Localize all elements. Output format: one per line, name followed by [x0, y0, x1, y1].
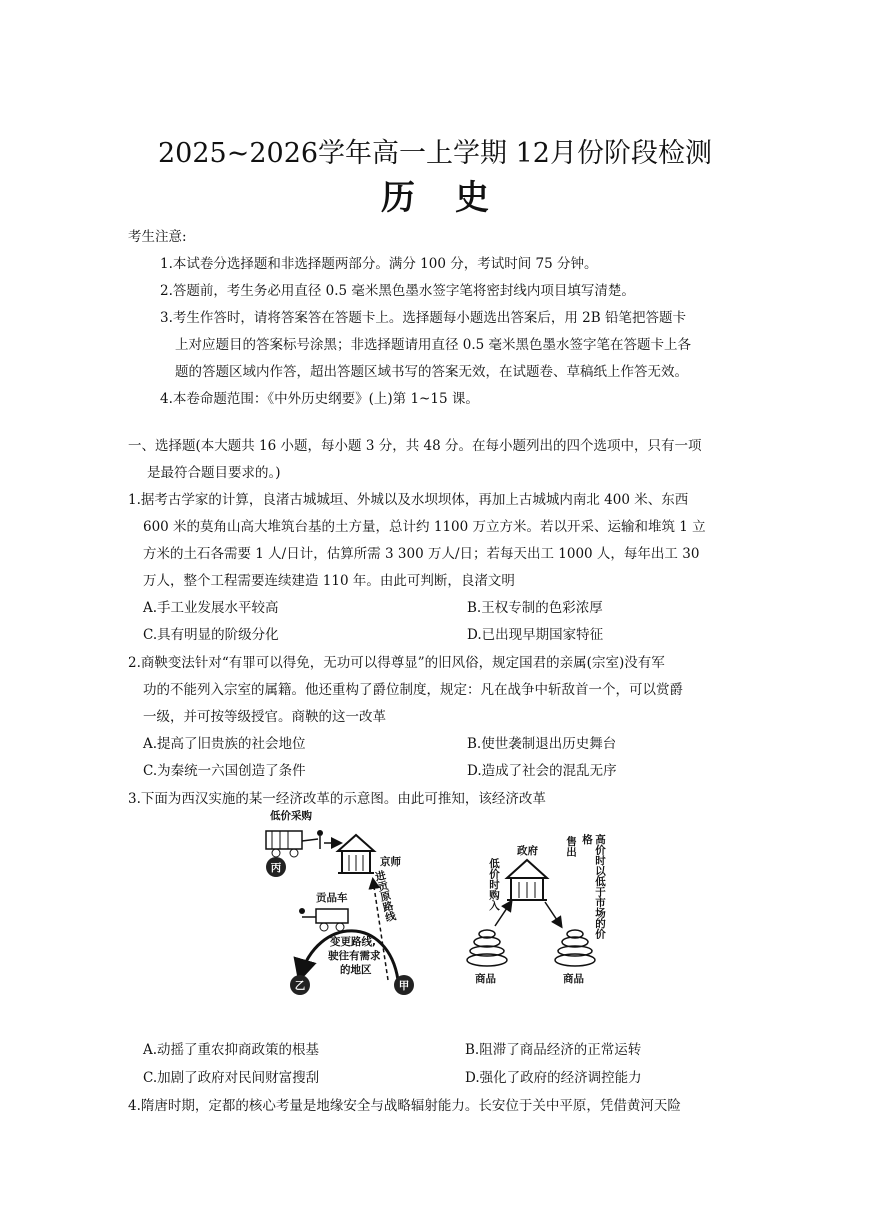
notice-item: 2.答题前，考生务必用直径 0.5 毫米黑色墨水签字笔将密封线内项目填写清楚。	[160, 283, 635, 299]
change-route-line1: 变更路线,	[330, 936, 376, 948]
q1-stem: 600 米的莫角山高大堆筑台基的土方量，总计约 1100 万立方米。若以开采、运输和堆筑 1 立	[143, 519, 706, 535]
notice-item: 题的答题区域内作答，超出答题区域书写的答案无效，在试题卷、草稿纸上作答无效。	[175, 364, 688, 380]
cart-icon	[266, 830, 323, 857]
bing-label: 丙	[270, 862, 282, 874]
q3-option-b[interactable]: B.阻滞了商品经济的正常运转	[465, 1042, 642, 1058]
notice-item: 4.本卷命题范围：《中外历史纲要》(上)第 1~15 课。	[160, 391, 479, 407]
q2-option-b[interactable]: B.使世袭制退出历史舞台	[467, 736, 617, 752]
tribute-cart-label: 贡品车	[316, 892, 348, 904]
change-route-line2: 驶往有需求	[328, 950, 381, 962]
exam-title: 2025~2026学年高一上学期 12月份阶段检测	[158, 138, 712, 169]
goods-pile-left-icon	[467, 930, 507, 966]
q3-option-d[interactable]: D.强化了政府的经济调控能力	[465, 1070, 642, 1086]
government-label: 政府	[517, 845, 538, 857]
q3-option-c[interactable]: C.加剧了政府对民间财富搜刮	[143, 1070, 320, 1086]
capital-label: 京师	[380, 856, 401, 868]
q2-option-c[interactable]: C.为秦统一六国创造了条件	[143, 763, 306, 779]
section-heading: 一、选择题(本大题共 16 小题，每小题 3 分，共 48 分。在每小题列出的四个选项中，只有一项	[128, 438, 702, 454]
jia-label: 甲	[398, 980, 410, 992]
notice-item: 1.本试卷分选择题和非选择题两部分。满分 100 分，考试时间 75 分钟。	[160, 256, 598, 272]
capital-building-icon	[338, 835, 374, 873]
q1-option-a[interactable]: A.手工业发展水平较高	[143, 600, 279, 616]
q1-stem: 万人，整个工程需要连续建造 110 年。由此可判断，良渚文明	[143, 573, 515, 589]
q1-stem: 1.据考古学家的计算，良渚古城城垣、外城以及水坝坝体，再加上古城城内南北 400 米、东西	[128, 492, 689, 508]
yi-label: 乙	[294, 980, 306, 992]
q2-stem: 2.商鞅变法针对“有罪可以得免，无功可以得尊显”的旧风俗，规定国君的亲属(宗室)没有军	[128, 655, 665, 671]
q3-option-a[interactable]: A.动摇了重农抑商政策的根基	[143, 1042, 320, 1058]
q4-stem: 4.隋唐时期，定都的核心考量是地缘安全与战略辐射能力。长安位于关中平原，凭借黄河天险	[128, 1098, 681, 1114]
q2-stem: 功的不能列入宗室的属籍。他还重构了爵位制度，规定：凡在战争中斩敌首一个，可以赏爵	[143, 682, 683, 698]
q2-stem: 一级，并可按等级授官。商鞅的这一改革	[143, 709, 386, 725]
low-price-purchase-label: 低价采购	[270, 810, 312, 822]
change-route-line3: 的地区	[340, 964, 372, 976]
notice-item: 3.考生作答时，请将答案答在答题卡上。选择题每小题选出答案后，用 2B 铅笔把答题卡	[160, 310, 686, 326]
q2-option-a[interactable]: A.提高了旧贵族的社会地位	[143, 736, 306, 752]
tribute-cart-icon	[299, 908, 348, 931]
q1-option-c[interactable]: C.具有明显的阶级分化	[143, 627, 279, 643]
government-building-icon	[507, 860, 547, 900]
sell-high-label: 高价时以低于市场的价格	[581, 834, 606, 939]
section-heading-cont: 是最符合题目要求的。)	[147, 465, 281, 481]
goods-right-label: 商品	[563, 973, 584, 985]
q1-stem: 方米的土石各需要 1 人/日计，估算所需 3 300 万人/日；若每天出工 1000 人，每年出工 30	[143, 546, 700, 562]
q1-option-b[interactable]: B.王权专制的色彩浓厚	[467, 600, 603, 616]
original-route-label-box	[372, 869, 398, 924]
q3-figure-left	[258, 805, 433, 1005]
q1-option-d[interactable]: D.已出现早期国家特征	[467, 627, 604, 643]
notice-heading: 考生注意:	[128, 229, 187, 245]
q2-option-d[interactable]: D.造成了社会的混乱无序	[467, 763, 617, 779]
sell-label: 售出	[565, 836, 577, 857]
q3-stem: 3.下面为西汉实施的某一经济改革的示意图。由此可推知，该经济改革	[128, 791, 546, 807]
subject-title: 历史	[381, 178, 529, 218]
notice-item: 上对应题目的答案标号涂黑；非选择题请用直径 0.5 毫米黑色墨水签字笔在答题卡上各	[175, 337, 692, 353]
buy-low-label: 低价时购入	[488, 858, 500, 911]
original-route-label: 进贡原路线	[372, 869, 398, 924]
goods-left-label: 商品	[475, 973, 496, 985]
